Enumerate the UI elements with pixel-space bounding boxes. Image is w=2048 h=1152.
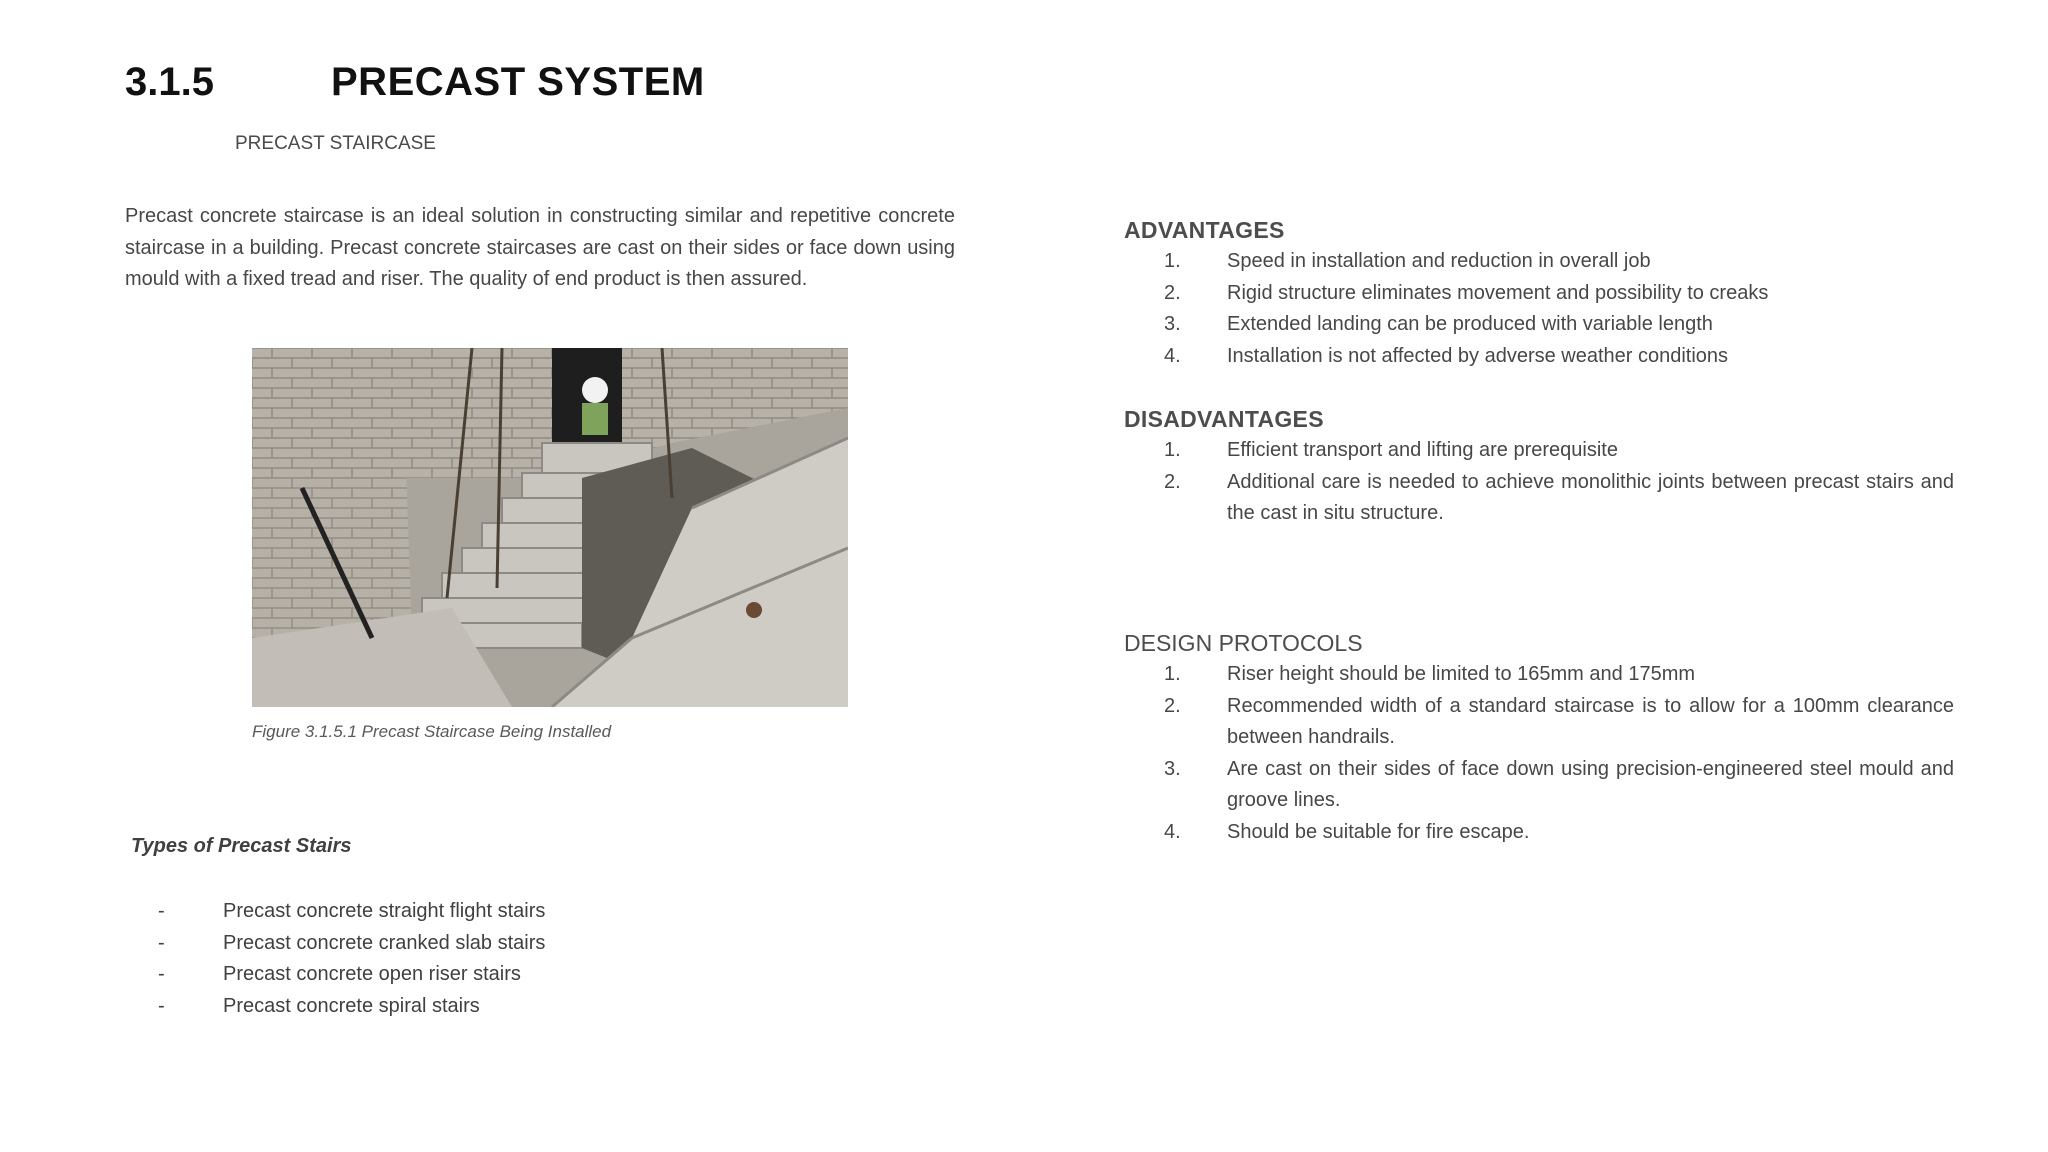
list-item [1124,246,1954,278]
design-protocols-heading: DESIGN PROTOCOLS [1124,630,1363,656]
list-item [1124,659,1954,691]
list-item-text: Installation is not affected by adverse weather conditions [1227,344,1729,367]
bullet-dash: - [158,994,165,1017]
list-item-text: Speed in installation and reduction in overall job [1227,250,1651,272]
list-item [125,959,545,991]
staircase-illustration [252,348,848,707]
list-item-text: Precast concrete straight flight stairs [223,900,546,923]
disadvantages-list [1124,435,1954,530]
list-item-text: Additional care is needed to achieve monolithic joints between precast stairs and the cast in situ structure. [1227,470,1954,524]
item-number: 2. [1164,470,1181,493]
staircase-photo [252,348,848,707]
list-item-text: Extended landing can be produced with variable length [1227,313,1713,335]
list-item-text: Precast concrete spiral stairs [223,994,480,1017]
intro-paragraph: Precast concrete staircase is an ideal solution in constructing similar and repetitive concrete staircase in a building. Precast concrete staircases are cast on their sides or face down using mould with a fixed tread and riser. The quality of end product is then assured. [125,205,955,290]
list-item [125,896,545,928]
list-item-text: Precast concrete open riser stairs [223,963,521,986]
item-number: 3. [1164,313,1181,335]
bullet-dash: - [158,963,165,986]
list-item-text: Recommended width of a standard staircase is to allow for a 100mm clearance between handrails. [1227,694,1954,748]
bullet-dash: - [158,931,165,954]
list-item [125,991,545,1023]
section-title: PRECAST SYSTEM [331,60,705,104]
list-item [1124,691,1954,754]
list-item-text: Should be suitable for fire escape. [1227,820,1530,843]
item-number: 4. [1164,344,1181,367]
figure-caption: Figure 3.1.5.1 Precast Staircase Being Installed [252,722,612,741]
item-number: 1. [1164,250,1181,272]
list-item [1124,435,1954,467]
disadvantages-heading: DISADVANTAGES [1124,406,1324,432]
list-item [1124,309,1954,341]
item-number: 1. [1164,439,1181,461]
design-protocols-list [1124,659,1954,848]
list-item [1124,817,1954,849]
section-number: 3.1.5 [125,60,214,104]
item-number: 4. [1164,820,1181,843]
list-item-text: Rigid structure eliminates movement and possibility to creaks [1227,281,1769,304]
subheading: PRECAST STAIRCASE [235,133,436,154]
item-number: 3. [1164,757,1181,780]
list-item [1124,754,1954,817]
list-item-text: Efficient transport and lifting are prerequisite [1227,439,1618,461]
list-item [125,928,545,960]
list-item-text: Precast concrete cranked slab stairs [223,931,546,954]
advantages-list [1124,246,1954,372]
list-item-text: Riser height should be limited to 165mm and 175mm [1227,663,1696,685]
types-list [125,896,545,1022]
types-heading: Types of Precast Stairs [131,835,352,857]
list-item [1124,341,1954,373]
list-item-text: Are cast on their sides of face down using precision-engineered steel mould and groove lines. [1227,757,1954,811]
item-number: 2. [1164,281,1181,304]
item-number: 1. [1164,663,1181,685]
list-item [1124,467,1954,530]
advantages-heading: ADVANTAGES [1124,217,1285,243]
bullet-dash: - [158,900,165,923]
item-number: 2. [1164,694,1181,717]
list-item [1124,278,1954,310]
